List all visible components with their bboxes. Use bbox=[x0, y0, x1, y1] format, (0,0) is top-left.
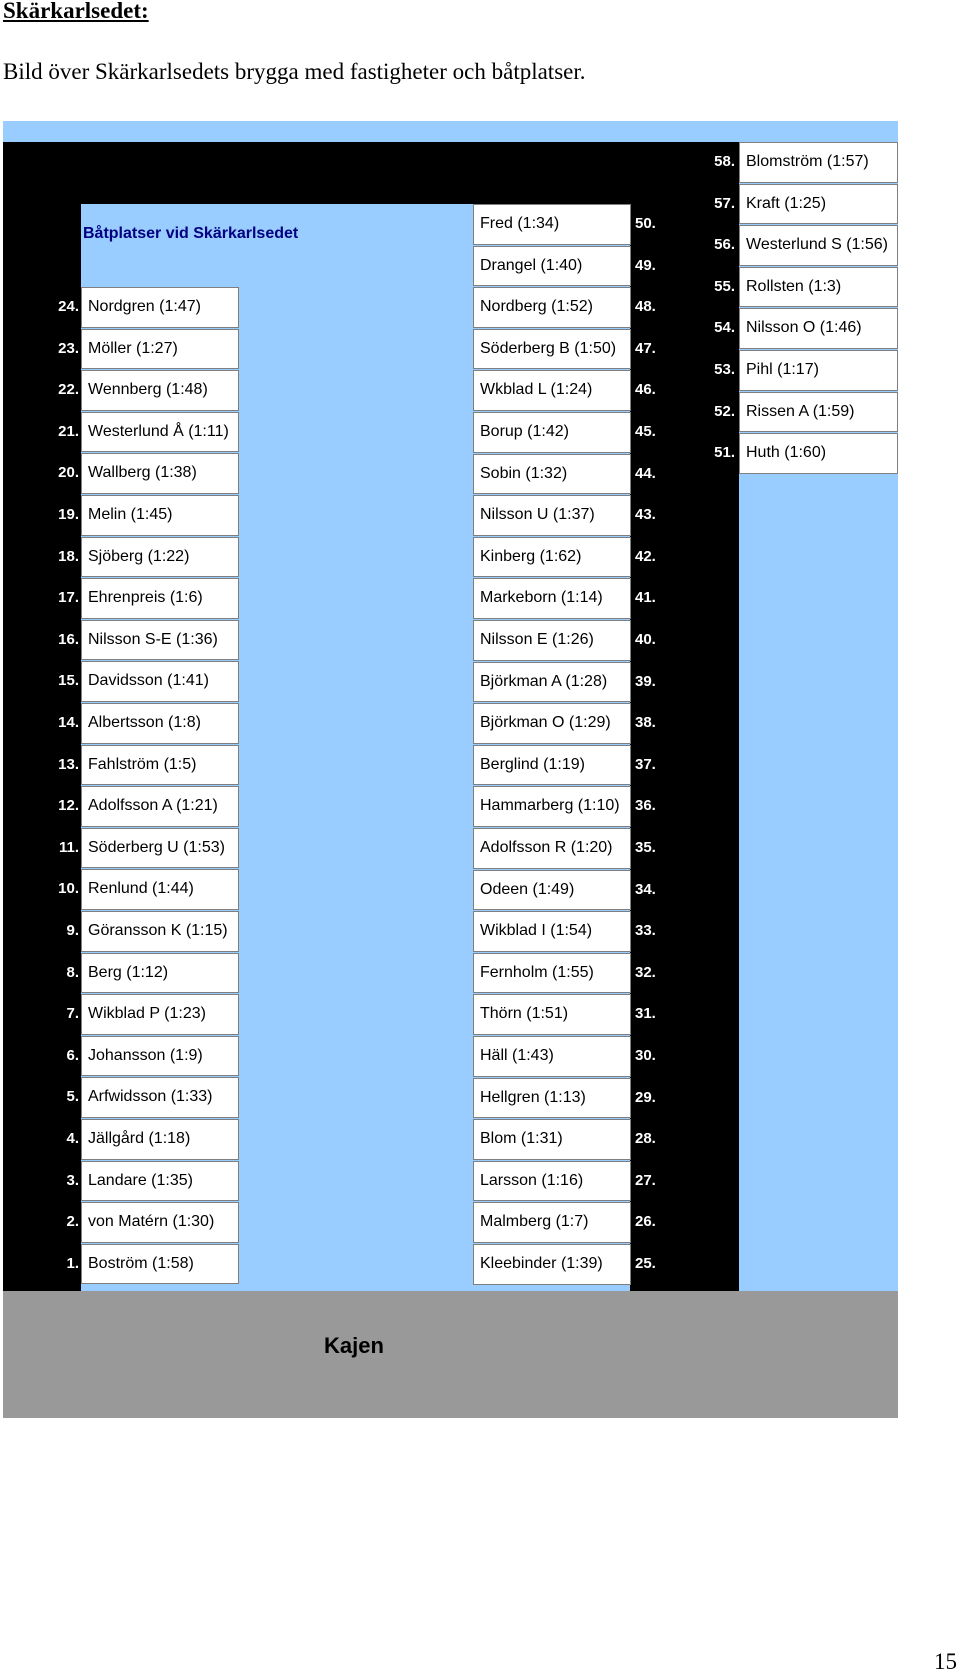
berth-number: 56. bbox=[714, 236, 735, 254]
berth-number: 20. bbox=[58, 464, 79, 482]
berth-number: 22. bbox=[58, 381, 79, 399]
berth-number: 12. bbox=[58, 797, 79, 815]
berth-owner-box: Fahlström (1:5) bbox=[81, 745, 239, 786]
page-heading: Skärkarlsedet: bbox=[3, 0, 149, 23]
berth-number: 45. bbox=[635, 423, 656, 440]
berth-number: 29. bbox=[635, 1088, 656, 1106]
berth-owner-box: Nilsson S-E (1:36) bbox=[81, 620, 239, 661]
berth-number: 5. bbox=[66, 1088, 79, 1106]
berth-owner-box: Wikblad P (1:23) bbox=[81, 994, 239, 1035]
berth-owner-box: Johansson (1:9) bbox=[81, 1036, 239, 1077]
berth-number: 23. bbox=[58, 339, 79, 357]
berth-owner-box: Melin (1:45) bbox=[81, 495, 239, 536]
berth-number: 26. bbox=[635, 1213, 656, 1231]
berth-number: 17. bbox=[58, 589, 79, 607]
berth-number: 49. bbox=[635, 256, 656, 274]
berth-owner-box: Wkblad L (1:24) bbox=[473, 370, 631, 411]
berth-owner-box: Pihl (1:17) bbox=[739, 350, 898, 391]
quay-label: Kajen bbox=[324, 1333, 384, 1358]
berth-number: 54. bbox=[714, 319, 735, 337]
berth-number: 35. bbox=[635, 839, 656, 856]
berth-number: 7. bbox=[66, 1005, 79, 1023]
berth-owner-box: Renlund (1:44) bbox=[81, 869, 239, 910]
berth-owner-box: Nilsson U (1:37) bbox=[473, 495, 631, 536]
berth-number: 27. bbox=[635, 1171, 656, 1189]
berth-number: 4. bbox=[66, 1130, 79, 1147]
berth-number: 18. bbox=[58, 547, 79, 565]
berth-number: 11. bbox=[58, 838, 79, 856]
berth-owner-box: Ehrenpreis (1:6) bbox=[81, 578, 239, 619]
berth-owner-box: Blomström (1:57) bbox=[739, 142, 898, 183]
berth-owner-box: Wennberg (1:48) bbox=[81, 370, 239, 411]
berth-owner-box: Sobin (1:32) bbox=[473, 454, 631, 495]
berth-number: 48. bbox=[635, 298, 656, 316]
berth-owner-box: Nilsson O (1:46) bbox=[739, 308, 898, 349]
berth-owner-box: Nilsson E (1:26) bbox=[473, 620, 631, 661]
berth-number: 58. bbox=[714, 153, 735, 170]
berth-owner-box: Söderberg U (1:53) bbox=[81, 828, 239, 869]
berth-owner-box: Wallberg (1:38) bbox=[81, 453, 239, 494]
berth-owner-box: Möller (1:27) bbox=[81, 329, 239, 370]
berth-number: 14. bbox=[58, 714, 79, 731]
pier-top-band bbox=[3, 142, 739, 204]
berth-owner-box: Larsson (1:16) bbox=[473, 1161, 631, 1202]
page-number: 15 bbox=[934, 1649, 957, 1674]
berth-owner-box: Thörn (1:51) bbox=[473, 994, 631, 1035]
berth-number: 25. bbox=[635, 1255, 656, 1272]
berth-owner-box: Adolfsson R (1:20) bbox=[473, 828, 631, 869]
berth-owner-box: Landare (1:35) bbox=[81, 1161, 239, 1202]
berth-owner-box: Berg (1:12) bbox=[81, 953, 239, 994]
berth-owner-box: Söderberg B (1:50) bbox=[473, 329, 631, 370]
berth-number: 21. bbox=[58, 422, 79, 440]
berth-owner-box: Blom (1:31) bbox=[473, 1119, 631, 1160]
berth-number: 32. bbox=[635, 963, 656, 981]
berth-owner-box: Häll (1:43) bbox=[473, 1036, 631, 1077]
berth-owner-box: Davidsson (1:41) bbox=[81, 661, 239, 702]
berth-number: 47. bbox=[635, 339, 656, 357]
berth-owner-box: Wikblad I (1:54) bbox=[473, 911, 631, 952]
berth-owner-box: Björkman O (1:29) bbox=[473, 703, 631, 744]
berth-owner-box: Albertsson (1:8) bbox=[81, 703, 239, 744]
berth-owner-box: Boström (1:58) bbox=[81, 1244, 239, 1285]
berth-number: 31. bbox=[635, 1005, 656, 1023]
berth-owner-box: Hellgren (1:13) bbox=[473, 1078, 631, 1119]
berth-number: 42. bbox=[635, 547, 656, 565]
berth-number: 10. bbox=[58, 880, 79, 898]
berth-number: 19. bbox=[58, 506, 79, 523]
berth-number: 37. bbox=[635, 755, 656, 773]
berth-number: 3. bbox=[66, 1171, 79, 1189]
berth-number: 2. bbox=[66, 1213, 79, 1231]
berth-owner-box: Rissen A (1:59) bbox=[739, 392, 898, 433]
berth-owner-box: Kraft (1:25) bbox=[739, 184, 898, 225]
diagram-title: Båtplatser vid Skärkarlsedet bbox=[83, 225, 299, 242]
figure-caption: Bild över Skärkarlsedets brygga med fastigheter och båtplatser. bbox=[3, 59, 586, 84]
berth-owner-box: Göransson K (1:15) bbox=[81, 911, 239, 952]
berth-owner-box: Sjöberg (1:22) bbox=[81, 537, 239, 578]
berth-number: 6. bbox=[66, 1046, 79, 1064]
berth-owner-box: Nordgren (1:47) bbox=[81, 287, 239, 328]
quay bbox=[3, 1291, 898, 1418]
berth-owner-box: Fred (1:34) bbox=[473, 204, 631, 245]
berth-owner-box: Malmberg (1:7) bbox=[473, 1202, 631, 1243]
berth-number: 50. bbox=[635, 215, 656, 232]
berth-number: 53. bbox=[714, 361, 735, 378]
berth-owner-box: Westerlund Å (1:11) bbox=[81, 412, 239, 453]
berth-owner-box: Fernholm (1:55) bbox=[473, 953, 631, 994]
berth-owner-box: Nordberg (1:52) bbox=[473, 287, 631, 328]
berth-owner-box: Odeen (1:49) bbox=[473, 870, 631, 911]
berth-number: 9. bbox=[66, 922, 79, 939]
berth-number: 40. bbox=[635, 631, 656, 648]
berth-number: 44. bbox=[635, 464, 656, 482]
berth-number: 55. bbox=[714, 277, 735, 295]
berth-number: 24. bbox=[58, 298, 79, 315]
berth-number: 39. bbox=[635, 672, 656, 690]
berth-owner-box: Markeborn (1:14) bbox=[473, 578, 631, 619]
berth-number: 30. bbox=[635, 1047, 656, 1064]
berth-owner-box: Huth (1:60) bbox=[739, 433, 898, 474]
berth-owner-box: Westerlund S (1:56) bbox=[739, 225, 898, 266]
berth-number: 1. bbox=[66, 1254, 79, 1272]
berth-number: 33. bbox=[635, 922, 656, 940]
berth-number: 8. bbox=[66, 963, 79, 981]
berth-owner-box: Berglind (1:19) bbox=[473, 745, 631, 786]
berth-owner-box: Rollsten (1:3) bbox=[739, 267, 898, 308]
berth-number: 16. bbox=[58, 630, 79, 648]
berth-number: 46. bbox=[635, 381, 656, 399]
berth-owner-box: Hammarberg (1:10) bbox=[473, 786, 631, 827]
berth-number: 51. bbox=[714, 444, 735, 462]
berth-number: 38. bbox=[635, 714, 656, 732]
berth-number: 36. bbox=[635, 797, 656, 815]
berth-owner-box: Björkman A (1:28) bbox=[473, 662, 631, 703]
berth-owner-box: Arfwidsson (1:33) bbox=[81, 1077, 239, 1118]
berth-number: 13. bbox=[58, 755, 79, 773]
berth-owner-box: Drangel (1:40) bbox=[473, 246, 631, 287]
berth-owner-box: von Matérn (1:30) bbox=[81, 1202, 239, 1243]
berth-owner-box: Kinberg (1:62) bbox=[473, 537, 631, 578]
berth-number: 15. bbox=[58, 672, 79, 690]
berth-number: 28. bbox=[635, 1130, 656, 1148]
berth-number: 57. bbox=[714, 194, 735, 212]
berth-map bbox=[3, 121, 898, 1418]
berth-number: 34. bbox=[635, 880, 656, 898]
berth-number: 43. bbox=[635, 506, 656, 524]
berth-number: 52. bbox=[714, 402, 735, 420]
berth-number: 41. bbox=[635, 589, 656, 607]
berth-owner-box: Jällgård (1:18) bbox=[81, 1119, 239, 1160]
berth-owner-box: Kleebinder (1:39) bbox=[473, 1244, 631, 1285]
berth-owner-box: Borup (1:42) bbox=[473, 412, 631, 453]
berth-owner-box: Adolfsson A (1:21) bbox=[81, 786, 239, 827]
